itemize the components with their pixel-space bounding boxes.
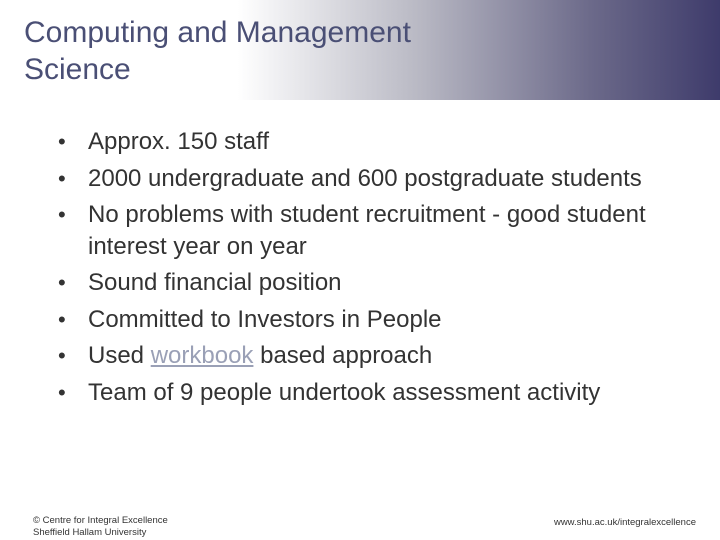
bullet-dot-icon: • <box>58 165 66 191</box>
footer-organisation: © Centre for Integral Excellence <box>33 515 168 526</box>
bullet-dot-icon: • <box>58 270 66 295</box>
bullet-dot-icon: • <box>58 379 66 405</box>
bullet-text: Sound financial position <box>88 269 342 296</box>
bullet-dot-icon: • <box>58 129 66 154</box>
bullet-text: No problems with student recruitment - good student interest year on year <box>88 201 646 260</box>
footer-url: www.shu.ac.uk/integralexcellence <box>553 517 696 528</box>
bullet-dot-icon: • <box>58 202 66 227</box>
bullet-dot-icon: • <box>58 306 66 332</box>
slide-title <box>24 14 584 88</box>
bullet-item <box>58 340 698 372</box>
bullet-item <box>58 304 698 336</box>
footer-copyright <box>33 515 168 539</box>
footer-university: Sheffield Hallam University <box>33 527 147 538</box>
bullet-item <box>58 163 698 195</box>
bullet-text: 2000 undergraduate and 600 postgraduate students <box>88 164 642 192</box>
workbook-link[interactable]: workbook <box>150 342 254 369</box>
bullet-text: Team of 9 people undertook assessment activity <box>88 378 601 406</box>
bullet-text-before-link: Used <box>88 342 151 369</box>
bullet-text: Committed to Investors in People <box>88 305 442 333</box>
title-line-2: Science <box>24 53 131 86</box>
bullet-item <box>58 126 698 158</box>
bullet-dot-icon: • <box>58 343 66 368</box>
bullet-item <box>58 377 698 409</box>
bullet-item <box>58 199 698 262</box>
bullet-text: Approx. 150 staff <box>88 128 270 155</box>
bullet-list <box>58 126 698 413</box>
bullet-item <box>58 267 698 299</box>
bullet-text-after-link: based approach <box>253 342 433 369</box>
title-line-1: Computing and Management <box>24 16 411 49</box>
